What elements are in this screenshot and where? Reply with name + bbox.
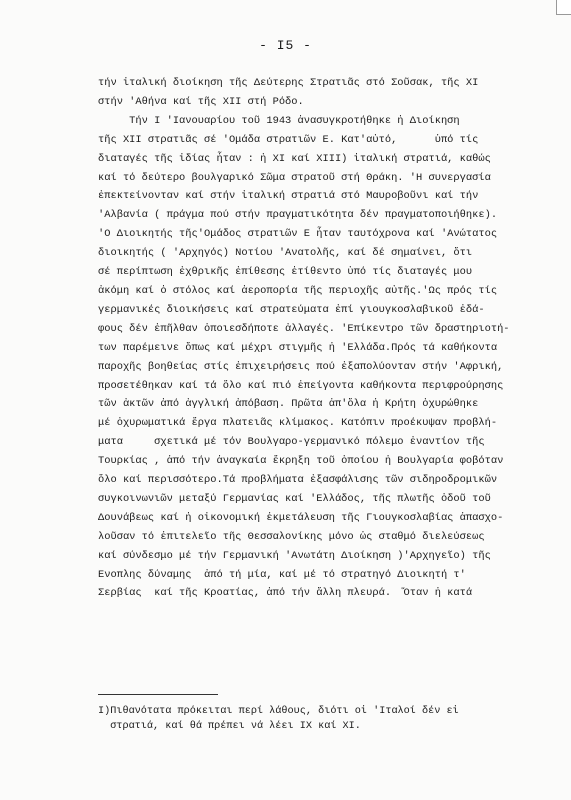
page-number: - I5 - bbox=[259, 38, 312, 53]
text-line: διαταγές τῆς ἰδίας ἦταν : ἡ XI καί XIII) ἰταλική στρατιά, καθώς bbox=[98, 152, 491, 165]
text-line: στήν 'Αθήνα καί τῆς XII στή Ρόδο. bbox=[98, 95, 304, 108]
body-text bbox=[98, 74, 528, 603]
text-line: ἀκόμη καί ὁ στόλος καί ἀεροπορία τῆς περιοχῆς αὐτῆς.'Ως πρός τίς bbox=[98, 284, 498, 297]
text-line: ἐπεκτείνονταν καί στήν ἰταλική στρατιά στό Μαυροβοῦνι καί τήν bbox=[98, 190, 479, 203]
footnote bbox=[98, 705, 528, 734]
text-line: λοῦσαν τό ἐπιτελεῖο τῆς Θεσσαλονίκης μόνο ὡς σταθμό διελεύσεως bbox=[98, 530, 485, 543]
text-line: τῆς XII στρατιᾶς σέ 'Ομάδα στρατιῶν Ε. Κατ'αὐτό, ὑπό τίς bbox=[98, 133, 479, 146]
text-line: συγκοινωνιῶν μεταξύ Γερμανίας καί 'Ελλάδος, τῆς πλωτῆς ὁδοῦ τοῦ bbox=[98, 492, 491, 505]
text-line: Δουνάβεως καί ἡ οἰκονομική ἐκμετάλευση τῆς Γιουγκοσλαβίας ἀπασχο- bbox=[98, 511, 504, 524]
page-corner-mark bbox=[556, 0, 571, 15]
text-line: σέ περίπτωση ἐχθρικῆς ἐπίθεσης ἐτίθεντο ὑπό τίς διαταγές μου bbox=[98, 266, 473, 279]
text-line: ματα σχετικά μέ τόν Βουλγαρο-γερμανικό πόλεμο ἐναντίον τῆς bbox=[98, 436, 485, 449]
text-line: των παρέμεινε ὅπως καί μέχρι στιγμῆς ἡ 'Ελλάδα.Πρός τά καθήκοντα bbox=[98, 341, 498, 354]
footnote-divider bbox=[98, 694, 218, 695]
text-line: 'Αλβανία ( πράγμα πού στήν πραγματικότητα δέν πραγματοποιήθηκε). bbox=[98, 209, 498, 222]
text-line: παροχῆς βοηθείας στίς ἐπιχειρήσεις πού ἐξαπολύονταν στήν 'Αφρική, bbox=[98, 360, 504, 373]
text-line: τῶν ἀκτῶν ἀπό ἀγγλική ἀπόβαση. Πρῶτα ἀπ'ὅλα ἡ Κρήτη ὀχυρώθηκε bbox=[98, 398, 479, 411]
text-line: καί σύνδεσμο μέ τήν Γερμανική 'Ανωτάτη Διοίκηση )'Αρχηγεῖο) τῆς bbox=[98, 549, 491, 562]
text-line: Σερβίας καί τῆς Κροατίας, ἀπό τήν ἄλλη πλευρά. Ὅταν ἡ κατά bbox=[98, 587, 473, 600]
footnote-line: στρατιά, καί θά πρέπει νά λέει ΙΧ καί ΧΙ. bbox=[98, 720, 361, 732]
text-line: μέ ὀχυρωματικά ἔργα πλατειᾶς κλίμακος. Κατόπιν προέκυψαν προβλή- bbox=[98, 417, 498, 430]
text-line: διοικητής ( 'Αρχηγός) Νοτίου 'Ανατολῆς, καί δέ σημαίνει, ὅτι bbox=[98, 247, 473, 260]
text-line: ὅλο καί περισσότερο.Τά προβλήματα ἐξασφάλισης τῶν σιδηροδρομικῶν bbox=[98, 474, 498, 487]
text-line: γερμανικές διοικήσεις καί στρατεύματα ἐπί γιουγκοσλαβικοῦ ἐδά- bbox=[98, 303, 485, 316]
text-line: καί τό δεύτερο βουλγαρικό Σῶμα στρατοῦ στή Θράκη. 'Η συνεργασία bbox=[98, 171, 491, 184]
footnote-line: Ι)Πιθανότατα πρόκειται περί λάθους, διότι οἱ 'Ιταλοί δέν εἶ bbox=[98, 706, 459, 717]
text-line: Τήν Ι 'Ιανουαρίου τοῦ 1943 ἀνασυγκροτήθηκε ἡ Διοίκηση bbox=[98, 114, 460, 127]
text-line: 'Ο Διοικητής τῆς'Ομάδος στρατιῶν Ε ἦταν ταυτόχρονα καί 'Ανώτατος bbox=[98, 228, 498, 241]
text-line: προσετέθηκαν καί τά ὅλο καί πιό ἐπείγοντα καθήκοντα περιφρούρησης bbox=[98, 379, 504, 392]
text-line: Ἔνοπλης δύναμης ἀπό τή μία, καί μέ τό στρατηγό Διοικητή τ' bbox=[98, 568, 466, 581]
text-line: τήν ἰταλική διοίκηση τῆς Δεύτερης Στρατιᾶς στό Σοῦσακ, τῆς XI bbox=[98, 77, 479, 89]
text-line: Τουρκίας , ἀπό τήν ἀναγκαία ἔκρηξη τοῦ ὁποίου ἡ Βουλγαρία φοβόταν bbox=[98, 455, 504, 468]
text-line: φους δέν ἐπῆλθαν ὁποιεσδήποτε ἀλλαγές. 'Επίκεντρο τῶν δραστηριοτή- bbox=[98, 322, 510, 335]
